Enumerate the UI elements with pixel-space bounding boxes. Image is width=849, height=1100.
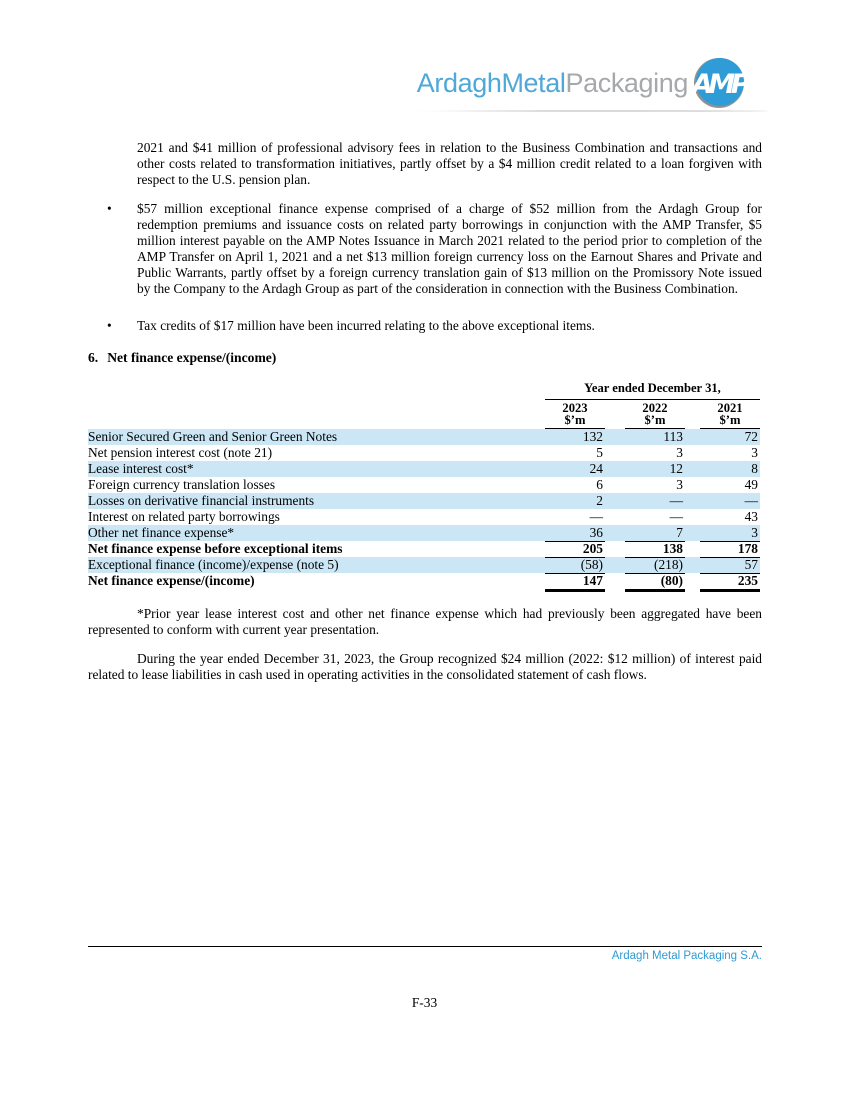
cell-value: 8 (751, 461, 758, 476)
cell-value: (218) (625, 557, 685, 574)
table-row (88, 493, 760, 509)
table-row (88, 541, 760, 557)
cell-value: (58) (545, 557, 605, 574)
table-row (88, 509, 760, 525)
cell-value: 5 (596, 445, 603, 460)
section-title: Net finance expense/(income) (107, 350, 277, 365)
logo-wordmark (417, 57, 688, 109)
finance-table-body (88, 429, 760, 589)
cell-value: 24 (589, 461, 603, 476)
gap-cell (685, 493, 700, 509)
cell-value: — (589, 509, 603, 524)
amp-badge-icon (693, 57, 745, 109)
gap-cell (605, 477, 625, 493)
gap-cell (605, 541, 625, 558)
spacer-cell (88, 380, 545, 400)
gap-cell (605, 400, 625, 414)
row-label: Foreign currency translation losses (88, 477, 276, 492)
body-paragraph: During the year ended December 31, 2023, the Group recognized $24 million (2022: $12 million) of interest paid related to lease liabilities in cash used in operating activities in the consolidated statement of cash flows. (88, 651, 762, 682)
cell-value: 3 (676, 445, 683, 460)
row-label: Losses on derivative financial instruments (88, 493, 315, 508)
year-column-header: 2023 (562, 401, 588, 415)
gap-cell (605, 414, 625, 428)
year-column-header: 2022 (642, 401, 668, 415)
table-row (88, 557, 760, 573)
gap-cell (685, 573, 700, 592)
svg-text:AMP: AMP (693, 69, 745, 100)
row-label: Exceptional finance (income)/expense (note 5) (88, 557, 339, 572)
table-row (88, 573, 760, 589)
gap-cell (685, 414, 700, 428)
section-number: 6. (88, 350, 99, 365)
cell-value: 138 (625, 541, 685, 558)
bullet-item-exceptional-finance (88, 201, 762, 297)
brand-logo (0, 57, 745, 109)
cell-value: 3 (676, 477, 683, 492)
bullet-icon: • (107, 318, 112, 333)
table-row (88, 525, 760, 541)
cell-value: 132 (582, 429, 603, 444)
table-unit-header-row (88, 414, 760, 429)
gap-cell (605, 461, 625, 477)
table-year-header-row (88, 400, 760, 414)
gap-cell (685, 557, 700, 574)
cell-value: 49 (744, 477, 758, 492)
page-number: F-33 (411, 995, 438, 1010)
cell-value: 2 (596, 493, 603, 508)
row-label: Senior Secured Green and Senior Green Notes (88, 429, 338, 444)
table-row (88, 429, 760, 445)
cell-value: 72 (744, 429, 758, 444)
gap-cell (605, 493, 625, 509)
cell-value: 3 (751, 445, 758, 460)
row-label: Net finance expense/(income) (88, 573, 255, 588)
table-row (88, 445, 760, 461)
gap-cell (685, 461, 700, 477)
cell-value: 205 (545, 541, 605, 558)
table-row (88, 461, 760, 477)
bullet-icon: • (107, 201, 112, 216)
gap-cell (685, 400, 700, 414)
unit-label: $’m (545, 414, 605, 429)
cell-value: — (744, 493, 758, 508)
year-column-header: 2021 (717, 401, 743, 415)
cell-value: 43 (744, 509, 758, 524)
table-row (88, 477, 760, 493)
gap-cell (605, 429, 625, 445)
bullet-text: Tax credits of $17 million have been incurred relating to the above exceptional items. (137, 318, 595, 333)
logo-text-ardaghmetal: ArdaghMetal (416, 68, 566, 98)
cell-value: 57 (700, 557, 760, 574)
cell-value: 7 (625, 525, 685, 542)
row-label: Interest on related party borrowings (88, 509, 280, 524)
finance-table (88, 380, 760, 589)
row-label: Lease interest cost* (88, 461, 194, 476)
unit-label: $’m (625, 414, 685, 429)
table-period-header-row (88, 380, 760, 400)
row-label: Net pension interest cost (note 21) (88, 445, 273, 460)
gap-cell (685, 445, 700, 461)
gap-cell (605, 525, 625, 542)
cell-value: 12 (669, 461, 683, 476)
bullet-text: $57 million exceptional finance expense comprised of a charge of $52 million from the Ardagh Group for redemption premiums and issuance costs on related party borrowings in conjunction with the AMP Transfer, $5 million interest payable on the AMP Notes Issuance in March 2021 related to the period prior to completion of the AMP Transfer on April 1, 2021 and a net $13 million foreign currency loss on the Earnout Shares and Private and Public Warrants, partly offset by a foreign currency translation gain of $13 million on the Promissory Note issued by the Company to the Ardagh Group as part of the consideration in connection with the Business Combination. (137, 201, 762, 296)
gap-cell (605, 445, 625, 461)
cell-value: 178 (700, 541, 760, 558)
continuation-paragraph: 2021 and $41 million of professional advisory fees in relation to the Business Combination and transactions and other costs related to transformation initiatives, partly offset by a $4 million credit related to a loan forgiven with respect to the U.S. pension plan. (137, 140, 762, 187)
gap-cell (685, 541, 700, 558)
gap-cell (685, 477, 700, 493)
gap-cell (685, 429, 700, 445)
gap-cell (605, 509, 625, 525)
gap-cell (685, 525, 700, 542)
section-heading (88, 350, 762, 366)
footer-company-name: Ardagh Metal Packaging S.A. (611, 950, 762, 962)
spacer-cell (88, 414, 545, 428)
cell-value: 113 (663, 429, 683, 444)
cell-value: 147 (545, 573, 605, 592)
cell-value: (80) (625, 573, 685, 592)
logo-shadow-rule (412, 110, 768, 112)
row-label: Net finance expense before exceptional items (88, 541, 343, 556)
row-label: Other net finance expense* (88, 525, 235, 540)
footer-rule (88, 946, 762, 947)
logo-text-packaging: Packaging (565, 68, 688, 98)
cell-value: 235 (700, 573, 760, 592)
unit-label: $’m (700, 414, 760, 429)
period-header: Year ended December 31, (545, 380, 760, 400)
cell-value: 36 (545, 525, 605, 542)
table-footnote: *Prior year lease interest cost and other net finance expense which had previously been aggregated have been represented to conform with current year presentation. (88, 606, 762, 637)
gap-cell (605, 573, 625, 592)
bullet-item-tax-credits (88, 318, 762, 334)
cell-value: 3 (700, 525, 760, 542)
gap-cell (685, 509, 700, 525)
cell-value: — (669, 509, 683, 524)
cell-value: — (669, 493, 683, 508)
cell-value: 6 (596, 477, 603, 492)
gap-cell (605, 557, 625, 574)
spacer-cell (88, 400, 545, 414)
